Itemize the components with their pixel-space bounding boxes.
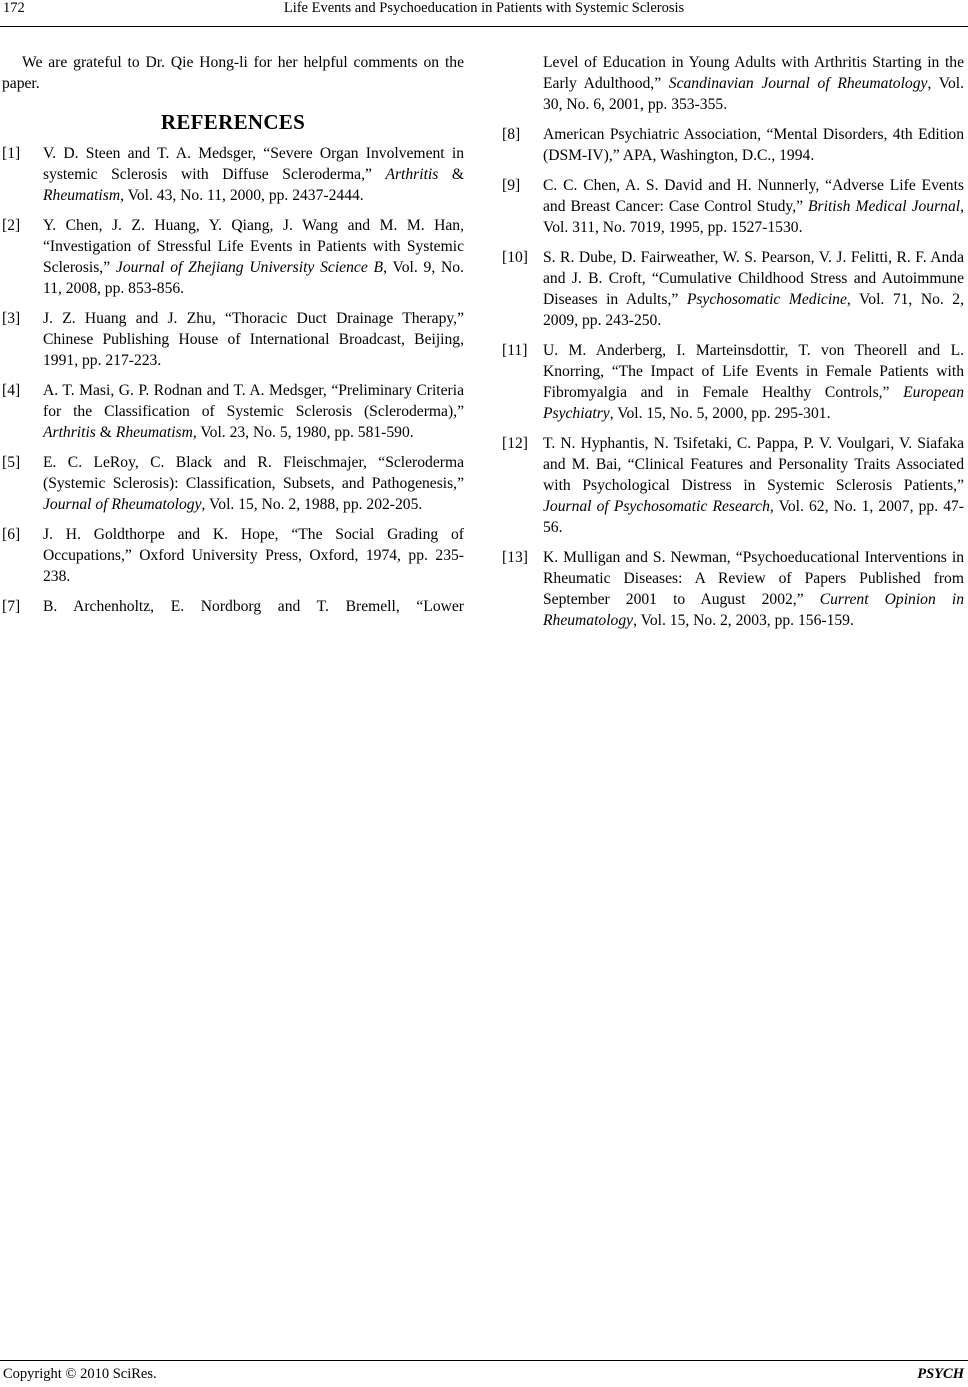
reference-item — [2, 524, 464, 587]
reference-number: [5] — [2, 454, 21, 471]
reference-text: Y. Chen, J. Z. Huang, Y. Qiang, J. Wang and M. M. Han, “Investigation of Stressful Life Events in Patients with Systemic Sclerosis,” Journal of Zhejiang University Science B, Vol. 9, No. 11, 2008, pp. 853-856. — [43, 217, 464, 297]
reference-item — [2, 215, 464, 299]
reference-item — [502, 124, 964, 166]
reference-item — [502, 175, 964, 238]
reference-number: [9] — [502, 177, 521, 194]
reference-text: American Psychiatric Association, “Mental Disorders, 4th Edition (DSM-IV),” APA, Washington, D.C., 1994. — [543, 126, 964, 164]
reference-item — [2, 452, 464, 515]
reference-number: [11] — [502, 342, 528, 359]
reference-item — [502, 340, 964, 424]
reference-number: [12] — [502, 435, 528, 452]
page-footer — [0, 1360, 968, 1387]
journal-name: PSYCH — [917, 1366, 964, 1382]
reference-number: [1] — [2, 145, 21, 162]
reference-number: [4] — [2, 382, 21, 399]
reference-text: B. Archenholtz, E. Nordborg and T. Bremell, “Lower — [43, 598, 464, 615]
running-title: Life Events and Psychoeducation in Patients with Systemic Sclerosis — [283, 0, 685, 16]
reference-number: [6] — [2, 526, 21, 543]
reference-text: U. M. Anderberg, I. Marteinsdottir, T. von Theorell and L. Knorring, “The Impact of Life Events in Female Patients with Fibromyalgia and in Female Healthy Controls,” European Psychiatry, Vol. 15, No. 5, 2000, pp. 295-301. — [543, 342, 964, 422]
reference-text: T. N. Hyphantis, N. Tsifetaki, C. Pappa, P. V. Voulgari, V. Siafaka and M. Bai, “Clinical Features and Personality Traits Associated with Psychological Distress in Systemic Sclerosis Patients,” Journal of Psychosomatic Research, Vol. 62, No. 1, 2007, pp. 47-56. — [543, 435, 964, 536]
reference-text: K. Mulligan and S. Newman, “Psychoeducational Interventions in Rheumatic Diseases: A Review of Papers Published from September 2001 to August 2002,” Current Opinion in Rheumatology, Vol. 15, No. 2, 2003, pp. 156-159. — [543, 549, 964, 629]
reference-text: V. D. Steen and T. A. Medsger, “Severe Organ Involvement in systemic Sclerosis with Diffuse Scleroderma,” Arthritis & Rheumatism, Vol. 43, No. 11, 2000, pp. 2437-2444. — [43, 145, 464, 204]
reference-number: [2] — [2, 217, 21, 234]
acknowledgement: We are grateful to Dr. Qie Hong-li for her helpful comments on the paper. — [2, 54, 464, 92]
reference-text: C. C. Chen, A. S. David and H. Nunnerly, “Adverse Life Events and Breast Cancer: Case Control Study,” British Medical Journal, Vol. 311, No. 7019, 1995, pp. 1527-1530. — [543, 177, 964, 236]
reference-continuation: Level of Education in Young Adults with Arthritis Starting in the Early Adulthood,” Scandinavian Journal of Rheumatology, Vol. 30, No. 6, 2001, pp. 353-355. — [543, 54, 965, 113]
page-header — [0, 0, 968, 27]
references-heading: REFERENCES — [160, 110, 306, 134]
reference-number: [3] — [2, 310, 21, 327]
right-column — [502, 52, 964, 640]
page-number: 172 — [3, 0, 25, 16]
reference-text: J. H. Goldthorpe and K. Hope, “The Social Grading of Occupations,” Oxford University Press, Oxford, 1974, pp. 235-238. — [43, 526, 464, 585]
reference-number: [10] — [502, 249, 528, 266]
reference-number: [13] — [502, 549, 528, 566]
reference-item — [2, 380, 464, 443]
reference-number: [8] — [502, 126, 521, 143]
reference-text: A. T. Masi, G. P. Rodnan and T. A. Medsger, “Preliminary Criteria for the Classification of Systemic Sclerosis (Scleroderma),” Arthritis & Rheumatism, Vol. 23, No. 5, 1980, pp. 581-590. — [43, 382, 464, 441]
reference-item — [2, 596, 464, 617]
reference-item — [502, 247, 964, 331]
reference-item — [2, 308, 464, 371]
reference-item — [2, 143, 464, 206]
reference-number: [7] — [2, 598, 21, 615]
reference-text: J. Z. Huang and J. Zhu, “Thoracic Duct Drainage Therapy,” Chinese Publishing House of International Broadcast, Beijing, 1991, pp. 217-223. — [43, 310, 464, 369]
copyright-notice: Copyright © 2010 SciRes. — [3, 1366, 157, 1382]
reference-item — [502, 547, 964, 631]
reference-text: E. C. LeRoy, C. Black and R. Fleischmajer, “Scleroderma (Systemic Sclerosis): Classification, Subsets, and Pathogenesis,” Journal of Rheumatology, Vol. 15, No. 2, 1988, pp. 202-205. — [43, 454, 464, 513]
left-column — [2, 52, 464, 626]
reference-text: S. R. Dube, D. Fairweather, W. S. Pearson, V. J. Felitti, R. F. Anda and J. B. Croft, “Cumulative Childhood Stress and Autoimmune Diseases in Adults,” Psychosomatic Medicine, Vol. 71, No. 2, 2009, pp. 243-250. — [543, 249, 965, 329]
reference-item — [502, 433, 964, 538]
